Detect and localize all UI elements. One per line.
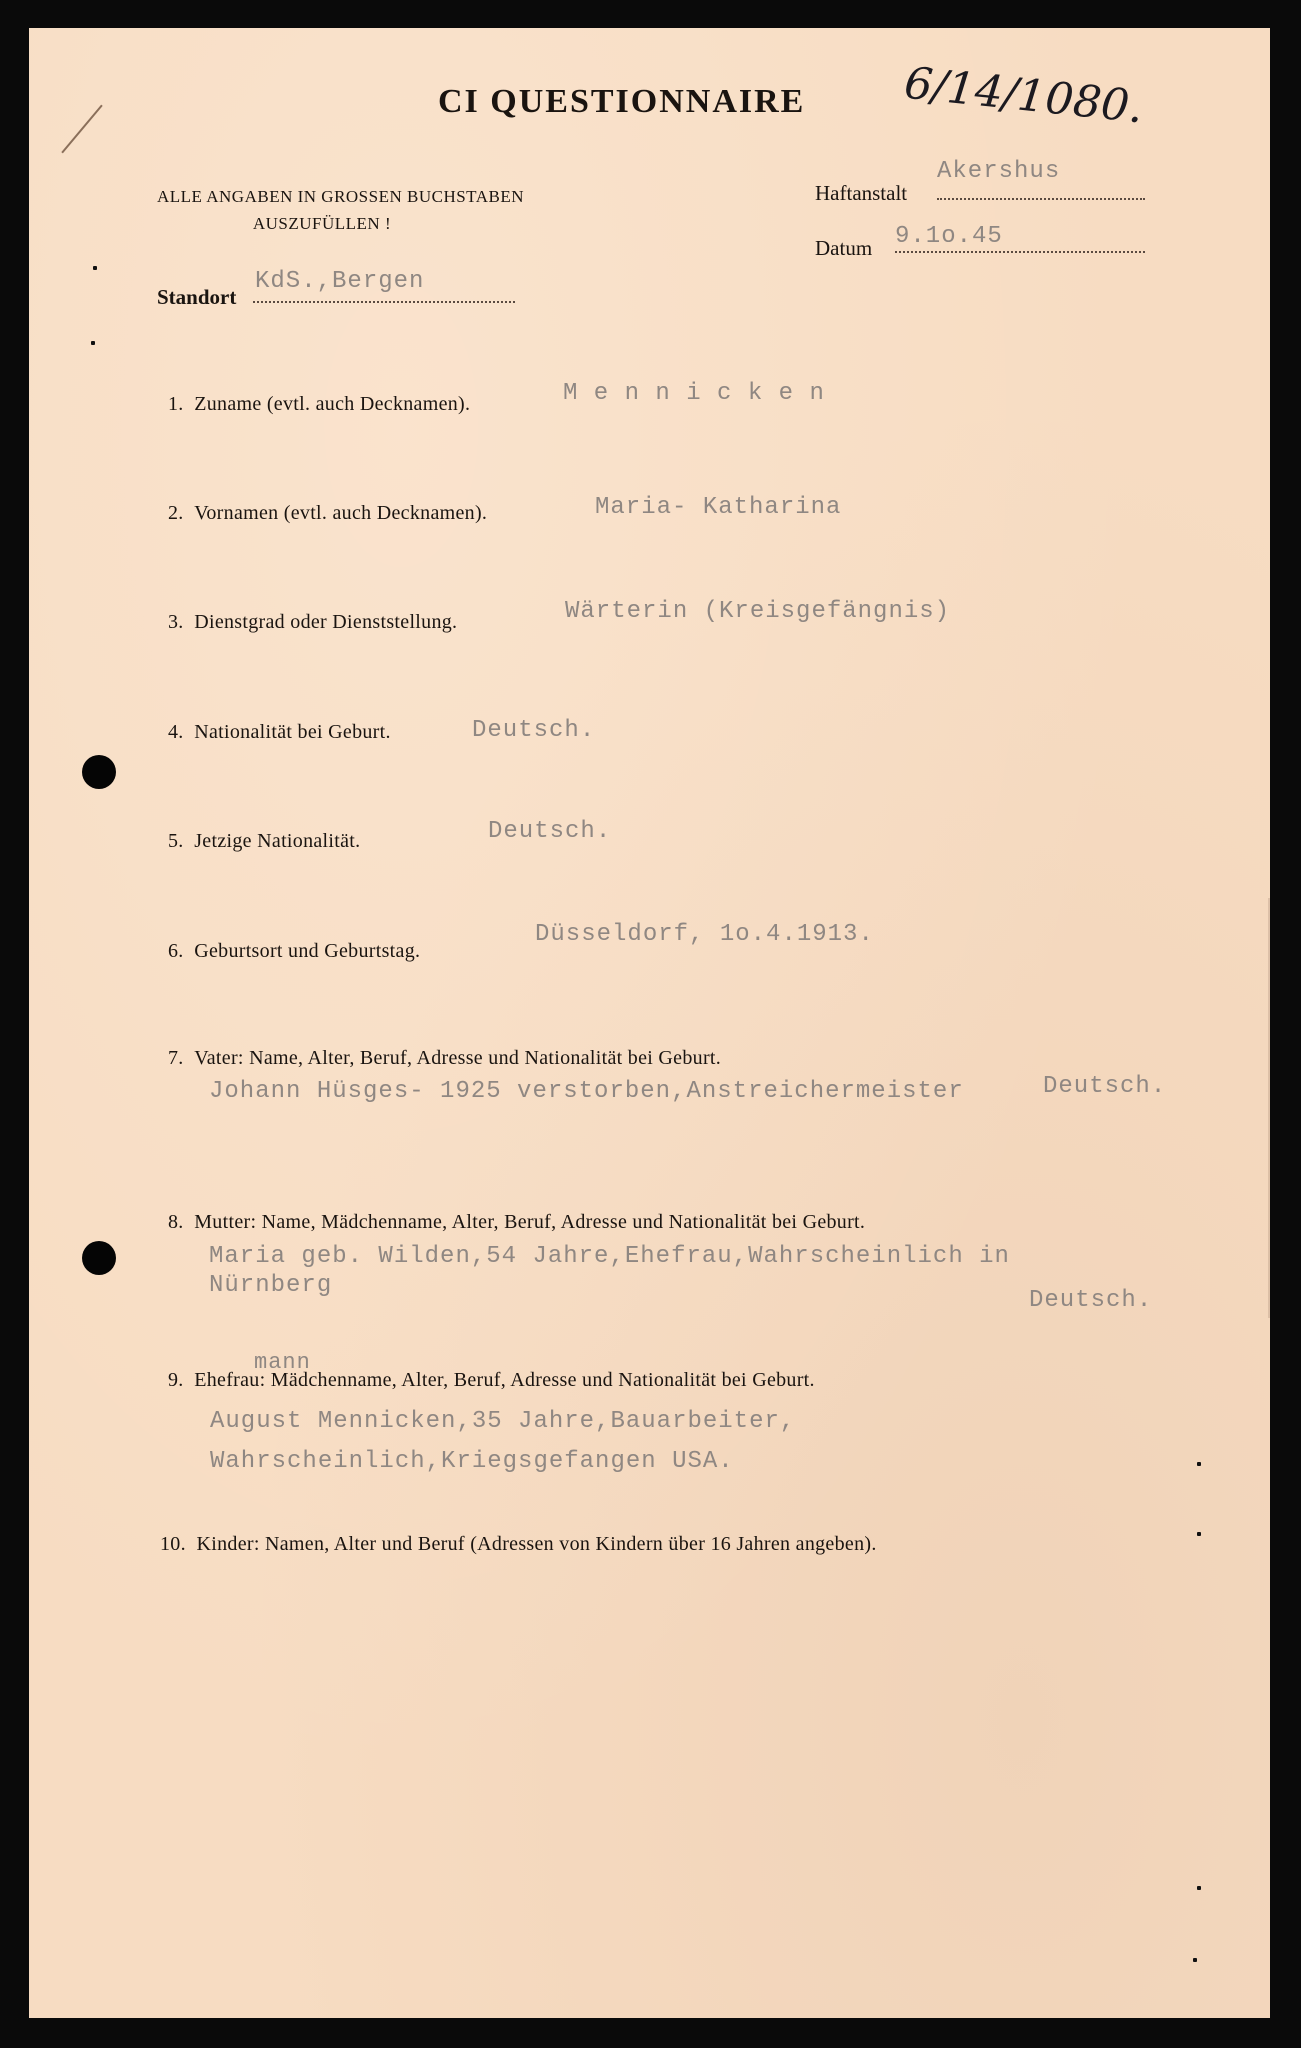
question-number: 4. [168,721,184,743]
stray-mark [91,341,95,345]
instruction-line-2: AUSZUFÜLLEN ! [252,214,392,233]
question-label: Jetzige Nationalität. [194,830,361,852]
answer-spouse-line-1: August Mennicken,35 Jahre,Bauarbeiter, [210,1408,796,1435]
handwritten-file-number: 6/14/1080. [901,57,1146,134]
answer-mother-line-2: Nürnberg [209,1272,333,1299]
question-label: Vater: Name, Alter, Beruf, Adresse und Nationalität bei Geburt. [194,1047,722,1069]
answer-nationality-birth: Deutsch. [472,717,596,744]
answer-mother-line-1: Maria geb. Wilden,54 Jahre,Ehefrau,Wahrscheinlich in [209,1243,1010,1270]
answer-rank: Wärterin (Kreisgefängnis) [565,598,951,625]
stray-mark [1197,1532,1201,1536]
question-label: Kinder: Namen, Alter und Beruf (Adressen von Kindern über 16 Jahren angeben). [196,1533,877,1555]
question-label-prefix: Ehefrau [194,1369,260,1391]
question-10 [160,1533,877,1556]
answer-surname: M e n n i c k e n [563,380,825,407]
question-number: 7. [168,1047,184,1069]
stray-mark [1197,1886,1201,1890]
question-number: 6. [168,940,184,962]
datum-value: 9.1o.45 [895,223,1003,250]
question-9 [168,1369,815,1392]
answer-spouse-line-2: Wahrscheinlich,Kriegsgefangen USA. [210,1448,734,1475]
question-label: Vornamen (evtl. auch Decknamen). [194,502,488,524]
answer-father-nationality: Deutsch. [1043,1073,1167,1100]
haftanstalt-value: Akershus [937,158,1061,185]
haftanstalt-line [937,198,1145,200]
question-5 [168,830,360,853]
answer-father: Johann Hüsges- 1925 verstorben,Anstreichermeister [209,1078,964,1105]
question-4 [168,721,391,744]
question-number: 10. [160,1533,186,1555]
question-3 [168,611,457,634]
punch-hole-upper [82,755,116,789]
haftanstalt-label: Haftanstalt [815,181,908,205]
answer-current-nationality: Deutsch. [488,818,612,845]
standort-line [253,301,515,303]
stray-mark [93,266,97,270]
question-label: Mutter: Name, Mädchenname, Alter, Beruf, Adresse und Nationalität bei Geburt. [194,1211,866,1233]
question-7 [168,1047,721,1070]
stray-mark [1197,1462,1201,1466]
question-number: 2. [168,502,184,524]
datum-label: Datum [815,236,873,260]
question-number: 5. [168,830,184,852]
questionnaire-page [29,28,1270,2018]
question-label: Zuname (evtl. auch Decknamen). [194,393,471,415]
standort-label: Standort [157,285,237,309]
instructions [157,183,524,237]
punch-hole-lower [82,1241,116,1275]
question-6 [168,940,420,963]
question-1 [168,393,470,416]
answer-birthplace-date: Düsseldorf, 1o.4.1913. [535,921,874,948]
question-number: 8. [168,1211,184,1233]
paper-fold-shadow [1268,898,1270,1318]
standort-value: KdS.,Bergen [255,268,425,295]
question-8 [168,1211,865,1234]
pencil-stroke [61,105,102,154]
question-number: 3. [168,611,184,633]
question-label: Nationalität bei Geburt. [194,721,391,743]
question-number: 9. [168,1369,184,1391]
question-2 [168,502,487,525]
instruction-line-1: ALLE ANGABEN IN GROSSEN BUCHSTABEN [157,187,524,206]
question-label: Geburtsort und Geburtstag. [194,940,421,962]
question-label-rest: : Mädchenname, Alter, Beruf, Adresse und Nationalität bei Geburt. [259,1369,815,1391]
form-title: CI QUESTIONNAIRE [438,83,806,120]
question-label: Dienstgrad oder Dienststellung. [194,611,458,633]
typed-correction-mann: mann [254,1350,311,1375]
datum-line [895,251,1145,253]
answer-mother-nationality: Deutsch. [1029,1287,1153,1314]
answer-first-names: Maria- Katharina [595,494,842,521]
question-number: 1. [168,393,184,415]
stray-mark [1193,1958,1197,1962]
